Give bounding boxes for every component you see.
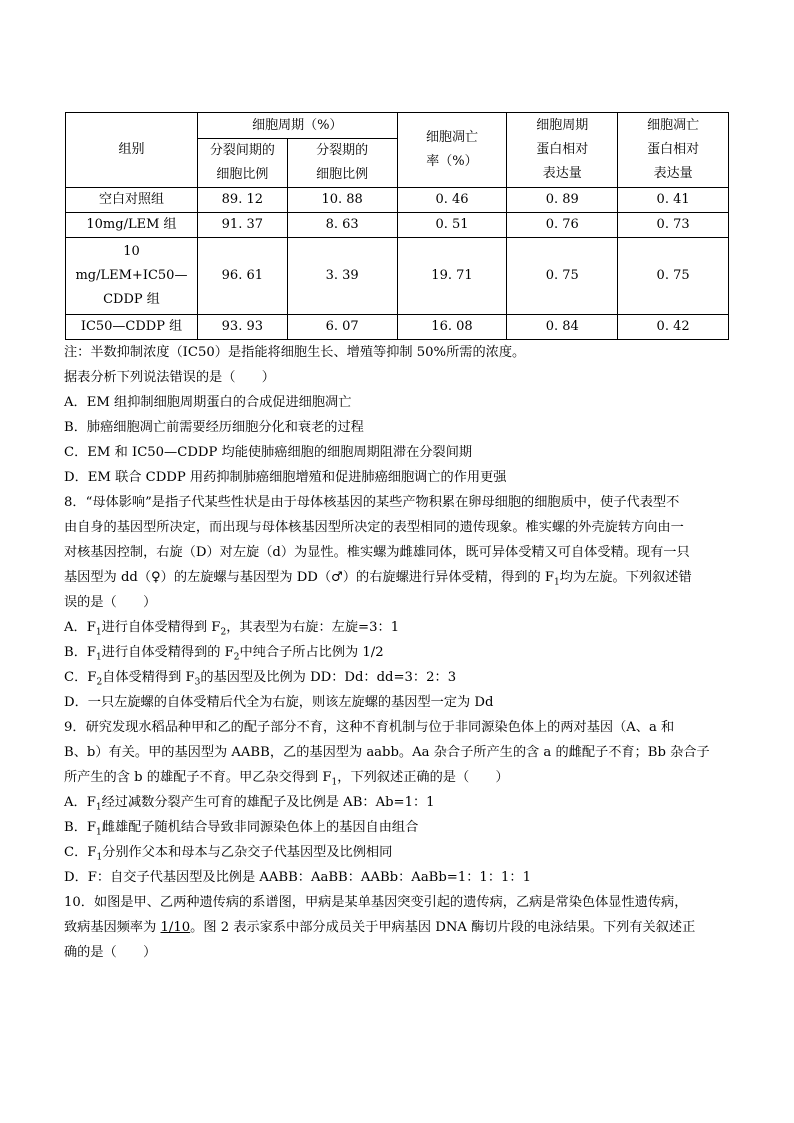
cell-mitosis: 3. 39 xyxy=(287,238,397,315)
q10-stem-line: 确的是（ ） xyxy=(64,945,157,960)
q8-option-c[interactable]: C．$F_2$自体受精得到 $F_3$的基因型及比例为 DD：Dd：dd=3：2：3 xyxy=(64,670,457,688)
table-row xyxy=(66,213,729,238)
cell-apoptosis: 0. 51 xyxy=(397,213,507,238)
cell-apoptosis: 19. 71 xyxy=(397,238,507,315)
q8-stem-line: 对核基因控制，右旋（D）对左旋（d）为显性。椎实螺为雌雄同体，既可异体受精又可自体受精。现有一只 xyxy=(64,545,690,560)
q9-stem-line: 所产生的含 b 的雄配子不育。甲乙杂交得到 $F_1$，下列叙述正确的是（ ） xyxy=(64,770,509,788)
cycle-protein-header: 细胞周期 蛋白相对 表达量 xyxy=(507,113,618,188)
cell-interphase: 93. 93 xyxy=(197,315,287,340)
q8-stem-line: 由自身的基因型所决定，而出现与母体核基因型所决定的表型相同的遗传现象。椎实螺的外壳旋转方向由一 xyxy=(64,520,684,535)
table-row xyxy=(66,315,729,340)
cell-apoptosis: 0. 46 xyxy=(397,188,507,213)
cell-cycle-protein: 0. 76 xyxy=(507,213,618,238)
q10-stem-line: 10．如图是甲、乙两种遗传病的系谱图，甲病是某单基因突变引起的遗传病，乙病是常染色体显性遗传病， xyxy=(64,895,688,910)
q9-option-b[interactable]: B．$F_1$雌雄配子随机结合导致非同源染色体上的基因自由组合 xyxy=(64,820,419,838)
cell-apoptosis-protein: 0. 73 xyxy=(618,213,729,238)
cell-apoptosis-protein: 0. 41 xyxy=(618,188,729,213)
group-header: 组别 xyxy=(66,113,198,188)
q7-option-d[interactable]: D．EM 联合 CDDP 用药抑制肺癌细胞增殖和促进肺癌细胞调亡的作用更强 xyxy=(64,470,507,485)
q7-option-a[interactable]: A．EM 组抑制细胞周期蛋白的合成促进细胞凋亡 xyxy=(64,395,352,410)
cell-apoptosis-protein: 0. 42 xyxy=(618,315,729,340)
cell-cycle-protein: 0. 84 xyxy=(507,315,618,340)
q9-stem-line: B、b）有关。甲的基因型为 AABB，乙的基因型为 aabb。Aa 杂合子所产生的含 a 的雌配子不育；Bb 杂合子 xyxy=(64,745,710,760)
cell-group: IC50—CDDP 组 xyxy=(66,315,198,340)
table-row xyxy=(66,188,729,213)
cell-mitosis: 10. 88 xyxy=(287,188,397,213)
table-row xyxy=(66,238,729,315)
q7-stem: 据表分析下列说法错误的是（ ） xyxy=(64,370,275,385)
interphase-header: 分裂间期的 细胞比例 xyxy=(197,139,287,188)
q10-stem-line: 致病基因频率为 1/10。图 2 表示家系中部分成员关于甲病基因 DNA 酶切片段的电泳结果。下列有关叙述正 xyxy=(64,920,696,935)
table-note: 注：半数抑制浓度（IC50）是指能将细胞生长、增殖等抑制 50%所需的浓度。 xyxy=(64,345,526,360)
cell-cycle-protein: 0. 89 xyxy=(507,188,618,213)
q8-stem-line: 基因型为 dd（♀）的左旋螺与基因型为 DD（♂）的右旋螺进行异体受精，得到的 $F_1$均为左旋。下列叙述错 xyxy=(64,570,692,588)
cell-interphase: 89. 12 xyxy=(197,188,287,213)
q9-option-c[interactable]: C．$F_1$分别作父本和母本与乙杂交子代基因型及比例相同 xyxy=(64,845,393,863)
apoptosis-protein-header: 细胞凋亡 蛋白相对 表达量 xyxy=(618,113,729,188)
cell-group: 10mg/LEM 组 xyxy=(66,213,198,238)
q7-option-c[interactable]: C．EM 和 IC50—CDDP 均能使肺癌细胞的细胞周期阻滞在分裂间期 xyxy=(64,445,473,460)
cycle-header: 细胞周期（%） xyxy=(197,113,397,139)
cell-apoptosis: 16. 08 xyxy=(397,315,507,340)
q8-option-a[interactable]: A．$F_1$进行自体受精得到 $F_2$，其表型为右旋：左旋=3：1 xyxy=(64,620,400,638)
q7-option-b[interactable]: B．肺癌细胞凋亡前需要经历细胞分化和衰老的过程 xyxy=(64,420,364,435)
underlined-frequency: 1/10 xyxy=(160,920,191,935)
mitosis-header: 分裂期的 细胞比例 xyxy=(287,139,397,188)
cell-interphase: 96. 61 xyxy=(197,238,287,315)
q8-stem-line: 误的是（ ） xyxy=(64,595,157,610)
cell-mitosis: 6. 07 xyxy=(287,315,397,340)
q8-stem-line: 8．“母体影响”是指子代某些性状是由于母体核基因的某些产物积累在卵母细胞的细胞质中，使子代表型不 xyxy=(64,495,680,510)
cell-cycle-protein: 0. 75 xyxy=(507,238,618,315)
cell-interphase: 91. 37 xyxy=(197,213,287,238)
q8-option-d[interactable]: D．一只左旋螺的自体受精后代全为右旋，则该左旋螺的基因型一定为 Dd xyxy=(64,695,494,710)
q9-option-d[interactable]: D．F：自交子代基因型及比例是 AABB：AaBB：AABb：AaBb=1：1：1：1 xyxy=(64,870,531,885)
q9-option-a[interactable]: A．$F_1$经过减数分裂产生可育的雄配子及比例是 AB：Ab=1：1 xyxy=(64,795,435,813)
cell-group: 10 mg/LEM+IC50— CDDP 组 xyxy=(66,238,198,315)
apoptosis-rate-header: 细胞凋亡 率（%） xyxy=(397,113,507,188)
cell-apoptosis-protein: 0. 75 xyxy=(618,238,729,315)
q8-option-b[interactable]: B．$F_1$进行自体受精得到的 $F_2$中纯合子所占比例为 1/2 xyxy=(64,645,384,663)
data-table xyxy=(65,112,729,340)
q9-stem-line: 9．研究发现水稻品种甲和乙的配子部分不育，这种不育机制与位于非同源染色体上的两对基因（A、a 和 xyxy=(64,720,675,735)
cell-group: 空白对照组 xyxy=(66,188,198,213)
cell-mitosis: 8. 63 xyxy=(287,213,397,238)
table-header-row xyxy=(66,113,729,139)
